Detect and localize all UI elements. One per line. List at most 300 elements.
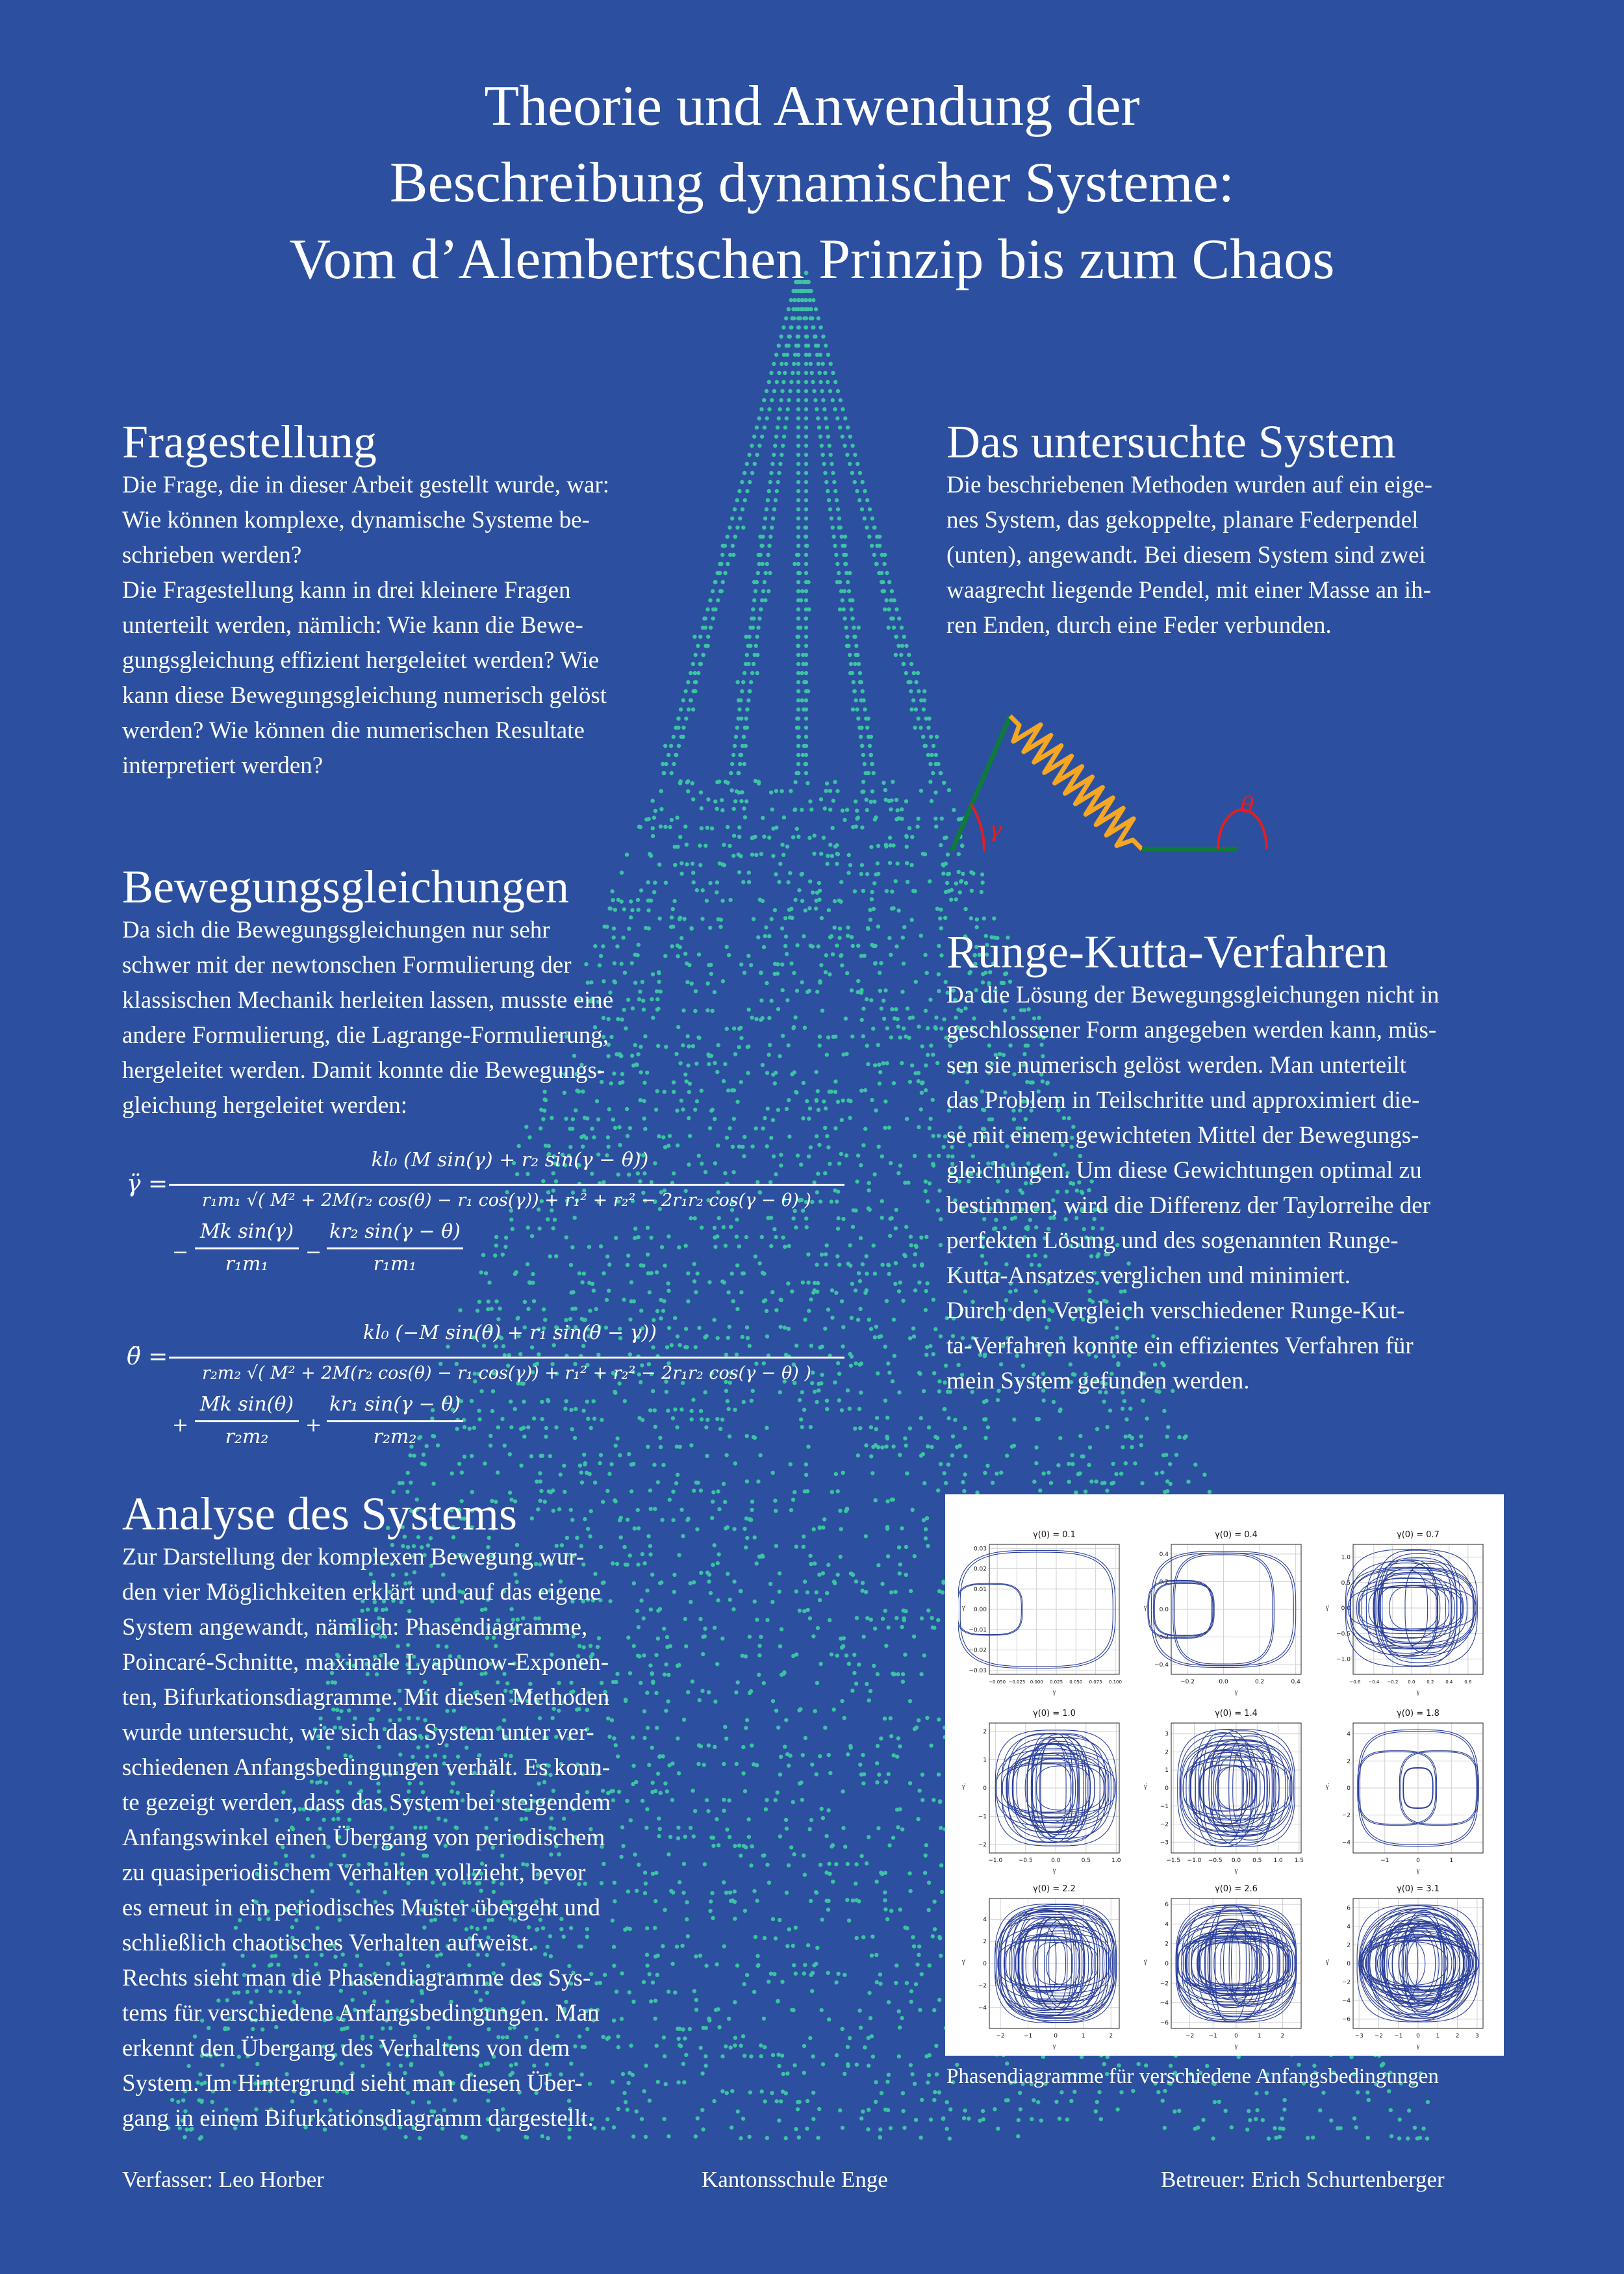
bifurcation-dot bbox=[771, 854, 775, 858]
bifurcation-dot bbox=[884, 1644, 888, 1648]
bifurcation-dot bbox=[939, 843, 943, 847]
bifurcation-dot bbox=[925, 1716, 929, 1720]
bifurcation-dot bbox=[828, 935, 832, 939]
bifurcation-dot bbox=[983, 1471, 987, 1475]
bifurcation-dot bbox=[745, 1973, 749, 1977]
bifurcation-dot bbox=[716, 2007, 720, 2011]
bifurcation-dot bbox=[885, 1435, 889, 1438]
bifurcation-dot bbox=[834, 553, 838, 557]
bifurcation-dot bbox=[845, 1507, 849, 1511]
bifurcation-dot bbox=[880, 1263, 884, 1267]
bifurcation-dot bbox=[761, 1854, 765, 1858]
bifurcation-dot bbox=[791, 2008, 795, 2012]
bifurcation-dot bbox=[702, 1763, 706, 1767]
bifurcation-dot bbox=[937, 1379, 941, 1383]
bifurcation-dot bbox=[768, 1582, 772, 1586]
bifurcation-dot bbox=[736, 771, 740, 775]
bifurcation-dot bbox=[942, 1145, 946, 1149]
bifurcation-dot bbox=[873, 1626, 877, 1630]
bifurcation-dot bbox=[928, 780, 932, 784]
bifurcation-dot bbox=[748, 644, 752, 648]
bifurcation-dot bbox=[904, 644, 908, 648]
bifurcation-dot bbox=[859, 1390, 863, 1394]
bifurcation-dot bbox=[790, 1290, 794, 1294]
bifurcation-dot bbox=[752, 1990, 756, 1994]
bifurcation-dot bbox=[860, 825, 864, 829]
bifurcation-dot bbox=[869, 1618, 873, 1622]
bifurcation-dot bbox=[629, 1463, 633, 1466]
bifurcation-dot bbox=[890, 1007, 894, 1011]
bifurcation-dot bbox=[698, 863, 702, 867]
bifurcation-dot bbox=[831, 798, 835, 802]
bifurcation-dot bbox=[746, 1045, 750, 1049]
bifurcation-dot bbox=[926, 753, 930, 757]
bifurcation-dot bbox=[781, 988, 785, 992]
bifurcation-dot bbox=[908, 1699, 912, 1703]
bifurcation-dot bbox=[713, 799, 717, 803]
bifurcation-dot bbox=[939, 1826, 943, 1830]
bifurcation-dot bbox=[770, 808, 774, 811]
bifurcation-dot bbox=[793, 898, 797, 902]
bifurcation-dot bbox=[1128, 1407, 1132, 1411]
bifurcation-dot bbox=[725, 1027, 729, 1030]
bifurcation-dot bbox=[876, 1826, 880, 1830]
bifurcation-dot bbox=[930, 753, 933, 757]
bifurcation-dot bbox=[1160, 1470, 1164, 1474]
bifurcation-dot bbox=[908, 1426, 912, 1430]
bifurcation-dot bbox=[828, 507, 832, 511]
bifurcation-dot bbox=[843, 1716, 846, 1720]
bifurcation-dot bbox=[856, 979, 860, 983]
bifurcation-dot bbox=[711, 1490, 715, 1494]
bifurcation-dot bbox=[843, 535, 847, 539]
bifurcation-dot bbox=[872, 1664, 876, 1668]
bifurcation-dot bbox=[932, 2008, 936, 2012]
bifurcation-dot bbox=[870, 1935, 874, 1939]
bifurcation-dot bbox=[792, 1852, 796, 1856]
bifurcation-dot bbox=[909, 1989, 913, 1993]
bifurcation-dot bbox=[761, 899, 765, 903]
bifurcation-dot bbox=[754, 644, 758, 648]
bifurcation-dot bbox=[803, 1489, 807, 1493]
bifurcation-dot bbox=[847, 1919, 851, 1923]
bifurcation-dot bbox=[894, 1963, 898, 1967]
bifurcation-dot bbox=[746, 698, 750, 702]
bifurcation-dot bbox=[739, 717, 743, 721]
bifurcation-dot bbox=[810, 1989, 814, 1993]
bifurcation-dot bbox=[409, 1481, 412, 1485]
bifurcation-dot bbox=[793, 1490, 796, 1494]
bifurcation-dot bbox=[872, 526, 876, 530]
bifurcation-dot bbox=[865, 808, 869, 812]
bifurcation-dot bbox=[917, 689, 920, 693]
bifurcation-dot bbox=[796, 371, 800, 375]
bifurcation-dot bbox=[876, 1372, 880, 1375]
bifurcation-dot bbox=[762, 398, 766, 402]
bifurcation-dot bbox=[928, 879, 932, 883]
bifurcation-dot bbox=[826, 854, 830, 858]
bifurcation-dot bbox=[694, 1290, 698, 1294]
bifurcation-dot bbox=[801, 1753, 805, 1757]
bifurcation-dot bbox=[896, 1736, 900, 1740]
bifurcation-dot bbox=[768, 1043, 772, 1047]
bifurcation-dot bbox=[763, 934, 767, 938]
bifurcation-dot bbox=[870, 544, 874, 548]
bifurcation-dot bbox=[735, 1762, 739, 1766]
bifurcation-dot bbox=[881, 1061, 885, 1065]
bifurcation-dot bbox=[856, 1318, 860, 1322]
bifurcation-dot bbox=[874, 1953, 878, 1957]
bifurcation-dot bbox=[963, 1454, 967, 1458]
bifurcation-dot bbox=[804, 398, 808, 402]
bifurcation-dot bbox=[861, 1753, 865, 1757]
bifurcation-dot bbox=[818, 1662, 822, 1666]
bifurcation-dot bbox=[808, 2036, 812, 2040]
bifurcation-dot bbox=[801, 662, 805, 666]
bifurcation-dot bbox=[1186, 1479, 1190, 1483]
bifurcation-dot bbox=[796, 589, 800, 593]
bifurcation-dot bbox=[803, 1026, 807, 1030]
bifurcation-dot bbox=[874, 562, 878, 566]
bifurcation-dot bbox=[731, 1607, 735, 1611]
bifurcation-dot bbox=[865, 872, 869, 876]
bifurcation-dot bbox=[743, 498, 747, 502]
bifurcation-dot bbox=[929, 1744, 933, 1748]
bifurcation-dot bbox=[913, 1264, 917, 1268]
bifurcation-dot bbox=[871, 1027, 875, 1030]
bifurcation-dot bbox=[698, 843, 702, 847]
bifurcation-dot bbox=[785, 952, 789, 956]
bifurcation-dot bbox=[943, 916, 947, 920]
bifurcation-dot bbox=[935, 907, 939, 911]
bifurcation-dot bbox=[787, 1043, 791, 1047]
bifurcation-dot bbox=[816, 1626, 820, 1630]
bifurcation-dot bbox=[861, 1006, 865, 1010]
bifurcation-dot bbox=[539, 1479, 542, 1483]
bifurcation-dot bbox=[911, 1326, 915, 1330]
bifurcation-dot bbox=[775, 380, 779, 384]
bifurcation-dot bbox=[717, 780, 721, 784]
bifurcation-dot bbox=[906, 880, 909, 884]
bifurcation-dot bbox=[802, 1535, 806, 1539]
bifurcation-dot bbox=[909, 708, 913, 711]
bifurcation-dot bbox=[781, 853, 785, 857]
bifurcation-dot bbox=[888, 836, 892, 839]
bifurcation-dot bbox=[757, 1644, 761, 1648]
bifurcation-dot bbox=[804, 517, 808, 520]
bifurcation-dot bbox=[939, 926, 943, 930]
bifurcation-dot bbox=[896, 1025, 900, 1028]
bifurcation-dot bbox=[793, 808, 796, 812]
bifurcation-dot bbox=[713, 580, 717, 584]
bifurcation-dot bbox=[694, 1998, 698, 2002]
bifurcation-dot bbox=[708, 598, 712, 602]
bifurcation-dot bbox=[769, 1136, 773, 1140]
bifurcation-dot bbox=[963, 1426, 967, 1430]
bifurcation-dot bbox=[826, 1808, 830, 1812]
bifurcation-dot bbox=[909, 689, 913, 693]
bifurcation-dot bbox=[757, 553, 761, 557]
bifurcation-dot bbox=[846, 925, 850, 929]
bifurcation-dot bbox=[750, 1845, 754, 1848]
bifurcation-dot bbox=[804, 407, 808, 411]
bifurcation-dot bbox=[876, 862, 880, 865]
bifurcation-dot bbox=[827, 908, 831, 912]
bifurcation-dot bbox=[1133, 1461, 1137, 1465]
bifurcation-dot bbox=[850, 1282, 854, 1286]
bifurcation-dot bbox=[848, 435, 852, 439]
bifurcation-dot bbox=[707, 2017, 711, 2021]
bifurcation-dot bbox=[742, 762, 746, 766]
bifurcation-dot bbox=[804, 598, 808, 602]
bifurcation-dot bbox=[913, 726, 917, 730]
bifurcation-dot bbox=[722, 1762, 726, 1766]
bifurcation-dot bbox=[821, 398, 825, 402]
bifurcation-dot bbox=[755, 671, 759, 675]
bifurcation-dot bbox=[792, 316, 796, 320]
bifurcation-dot bbox=[784, 1818, 788, 1822]
bifurcation-dot bbox=[865, 1682, 869, 1686]
bifurcation-dot bbox=[915, 824, 919, 828]
bifurcation-dot bbox=[796, 489, 800, 493]
bifurcation-dot bbox=[959, 880, 963, 884]
bifurcation-dot bbox=[939, 1243, 943, 1247]
bifurcation-dot bbox=[823, 806, 827, 810]
bifurcation-dot bbox=[704, 1963, 708, 1967]
bifurcation-dot bbox=[885, 889, 889, 893]
bifurcation-dot bbox=[883, 988, 887, 992]
bifurcation-dot bbox=[837, 517, 841, 520]
bifurcation-dot bbox=[843, 416, 847, 420]
bifurcation-dot bbox=[806, 781, 809, 785]
bifurcation-dot bbox=[820, 1008, 824, 1012]
bifurcation-dot bbox=[709, 1899, 713, 1903]
bifurcation-dot bbox=[955, 1445, 959, 1449]
bifurcation-dot bbox=[930, 1445, 933, 1449]
bifurcation-dot bbox=[774, 1308, 778, 1312]
bifurcation-dot bbox=[1145, 1416, 1148, 1420]
bifurcation-dot bbox=[796, 535, 800, 539]
bifurcation-dot bbox=[787, 1134, 791, 1138]
bifurcation-dot bbox=[804, 380, 808, 384]
bifurcation-dot bbox=[782, 815, 786, 819]
bifurcation-dot bbox=[870, 897, 874, 901]
bifurcation-dot bbox=[724, 2044, 728, 2048]
bifurcation-dot bbox=[900, 626, 904, 630]
bifurcation-dot bbox=[896, 1672, 900, 1676]
bifurcation-dot bbox=[706, 797, 710, 801]
bifurcation-dot bbox=[858, 1279, 862, 1283]
bifurcation-dot bbox=[656, 1480, 660, 1484]
bifurcation-dot bbox=[744, 1546, 748, 1550]
bifurcation-dot bbox=[927, 1881, 931, 1885]
bifurcation-dot bbox=[860, 863, 864, 867]
bifurcation-dot bbox=[733, 2036, 737, 2039]
bifurcation-dot bbox=[838, 607, 842, 611]
bifurcation-dot bbox=[902, 962, 906, 965]
bifurcation-dot bbox=[846, 426, 850, 429]
bifurcation-dot bbox=[708, 1126, 712, 1130]
bifurcation-dot bbox=[864, 1590, 868, 1594]
bifurcation-dot bbox=[822, 1517, 826, 1521]
bifurcation-dot bbox=[815, 1681, 819, 1685]
bifurcation-dot bbox=[759, 1017, 763, 1021]
bifurcation-dot bbox=[928, 762, 932, 766]
bifurcation-dot bbox=[928, 1154, 932, 1158]
bifurcation-dot bbox=[937, 1134, 941, 1138]
bifurcation-dot bbox=[917, 1025, 920, 1028]
bifurcation-dot bbox=[777, 371, 781, 375]
bifurcation-dot bbox=[838, 926, 842, 930]
bifurcation-dot bbox=[880, 1006, 883, 1010]
bifurcation-dot bbox=[843, 589, 846, 593]
bifurcation-dot bbox=[815, 1946, 819, 1950]
bifurcation-dot bbox=[879, 961, 883, 965]
bifurcation-dot bbox=[778, 1571, 781, 1575]
bifurcation-dot bbox=[726, 1088, 730, 1092]
bifurcation-dot bbox=[876, 844, 880, 848]
bifurcation-dot bbox=[863, 762, 867, 766]
bifurcation-dot bbox=[904, 1444, 908, 1448]
bifurcation-dot bbox=[826, 1971, 830, 1974]
bifurcation-dot bbox=[849, 1364, 853, 1368]
bifurcation-dot bbox=[731, 1898, 735, 1902]
bifurcation-dot bbox=[1102, 1481, 1106, 1485]
bifurcation-dot bbox=[796, 435, 800, 439]
bifurcation-dot bbox=[908, 1781, 912, 1785]
bifurcation-dot bbox=[833, 899, 837, 903]
bifurcation-dot bbox=[874, 1427, 878, 1431]
bifurcation-dot bbox=[738, 517, 742, 520]
bifurcation-dot bbox=[843, 818, 846, 822]
bifurcation-dot bbox=[778, 1918, 781, 1922]
bifurcation-dot bbox=[794, 344, 798, 348]
bifurcation-dot bbox=[762, 945, 766, 949]
bifurcation-dot bbox=[706, 1053, 710, 1056]
bifurcation-dot bbox=[767, 934, 771, 938]
bifurcation-dot bbox=[922, 1389, 926, 1393]
bifurcation-dot bbox=[811, 326, 815, 329]
bifurcation-dot bbox=[874, 1498, 878, 1502]
bifurcation-dot bbox=[705, 1570, 709, 1574]
bifurcation-dot bbox=[919, 1107, 923, 1111]
bifurcation-dot bbox=[908, 680, 912, 684]
bifurcation-dot bbox=[848, 1099, 852, 1103]
bifurcation-dot bbox=[850, 598, 854, 602]
bifurcation-dot bbox=[796, 762, 800, 766]
bifurcation-dot bbox=[809, 808, 813, 811]
bifurcation-dot bbox=[898, 1164, 902, 1168]
bifurcation-dot bbox=[813, 1709, 817, 1713]
bifurcation-dot bbox=[780, 789, 783, 793]
bifurcation-dot bbox=[855, 1616, 859, 1620]
bifurcation-dot bbox=[838, 1509, 842, 1513]
bifurcation-dot bbox=[780, 843, 784, 847]
bifurcation-dot bbox=[739, 1080, 743, 1084]
bifurcation-dot bbox=[732, 807, 736, 811]
bifurcation-dot bbox=[737, 698, 741, 702]
bifurcation-dot bbox=[867, 535, 871, 539]
bifurcation-dot bbox=[888, 1234, 892, 1238]
bifurcation-dot bbox=[691, 797, 695, 801]
bifurcation-dot bbox=[666, 1289, 670, 1293]
bifurcation-dot bbox=[985, 1464, 989, 1468]
bifurcation-dot bbox=[782, 353, 786, 357]
bifurcation-dot bbox=[812, 852, 816, 856]
bifurcation-dot bbox=[733, 2043, 737, 2047]
bifurcation-dot bbox=[878, 1973, 882, 1976]
bifurcation-dot bbox=[925, 971, 929, 975]
bifurcation-dot bbox=[773, 1499, 777, 1503]
bifurcation-dot bbox=[890, 1498, 894, 1501]
bifurcation-dot bbox=[755, 426, 759, 429]
bifurcation-dot bbox=[780, 962, 784, 966]
bifurcation-dot bbox=[722, 1482, 726, 1486]
bifurcation-dot bbox=[889, 1161, 893, 1165]
bifurcation-dot bbox=[697, 952, 701, 956]
bifurcation-dot bbox=[827, 2017, 831, 2021]
bifurcation-dot bbox=[1121, 1445, 1124, 1449]
bifurcation-dot bbox=[703, 1627, 707, 1631]
bifurcation-dot bbox=[542, 1307, 546, 1311]
bifurcation-dot bbox=[765, 1798, 768, 1802]
bifurcation-dot bbox=[811, 2054, 815, 2058]
bifurcation-dot bbox=[937, 1389, 941, 1393]
bifurcation-dot bbox=[795, 989, 799, 993]
bifurcation-dot bbox=[874, 873, 878, 876]
bifurcation-dot bbox=[906, 1006, 909, 1010]
bifurcation-dot bbox=[917, 1281, 921, 1284]
bifurcation-dot bbox=[727, 953, 731, 957]
bifurcation-dot bbox=[863, 1291, 867, 1295]
bifurcation-dot bbox=[821, 362, 825, 366]
bifurcation-dot bbox=[719, 562, 723, 566]
bifurcation-dot bbox=[804, 553, 808, 557]
bifurcation-dot bbox=[716, 1561, 720, 1565]
bifurcation-dot bbox=[704, 844, 707, 848]
bifurcation-dot bbox=[863, 708, 867, 711]
bifurcation-dot bbox=[883, 1898, 887, 1902]
bifurcation-dot bbox=[1124, 1461, 1128, 1465]
bifurcation-dot bbox=[931, 1053, 935, 1056]
bifurcation-dot bbox=[661, 1135, 665, 1139]
bifurcation-dot bbox=[890, 889, 894, 893]
bifurcation-dot bbox=[460, 1470, 464, 1474]
bifurcation-dot bbox=[1047, 1470, 1050, 1474]
bifurcation-dot bbox=[741, 507, 744, 511]
bifurcation-dot bbox=[431, 1481, 435, 1485]
bifurcation-dot bbox=[791, 1498, 795, 1501]
bifurcation-dot bbox=[870, 789, 874, 793]
bifurcation-dot bbox=[887, 626, 891, 630]
bifurcation-dot bbox=[857, 1407, 861, 1411]
bifurcation-dot bbox=[854, 1361, 857, 1365]
bifurcation-dot bbox=[770, 526, 774, 530]
bifurcation-dot bbox=[833, 1126, 837, 1130]
bifurcation-dot bbox=[791, 1654, 795, 1658]
bifurcation-dot bbox=[817, 1108, 820, 1112]
bifurcation-dot bbox=[913, 1554, 917, 1558]
bifurcation-dot bbox=[793, 298, 796, 302]
bifurcation-dot bbox=[898, 1563, 902, 1566]
bifurcation-dot bbox=[847, 589, 851, 593]
bifurcation-dot bbox=[913, 1727, 917, 1731]
bifurcation-dot bbox=[934, 1016, 938, 1019]
bifurcation-dot bbox=[765, 1071, 769, 1075]
bifurcation-dot bbox=[804, 589, 808, 593]
bifurcation-dot bbox=[859, 1236, 863, 1240]
bifurcation-dot bbox=[1154, 1472, 1158, 1476]
